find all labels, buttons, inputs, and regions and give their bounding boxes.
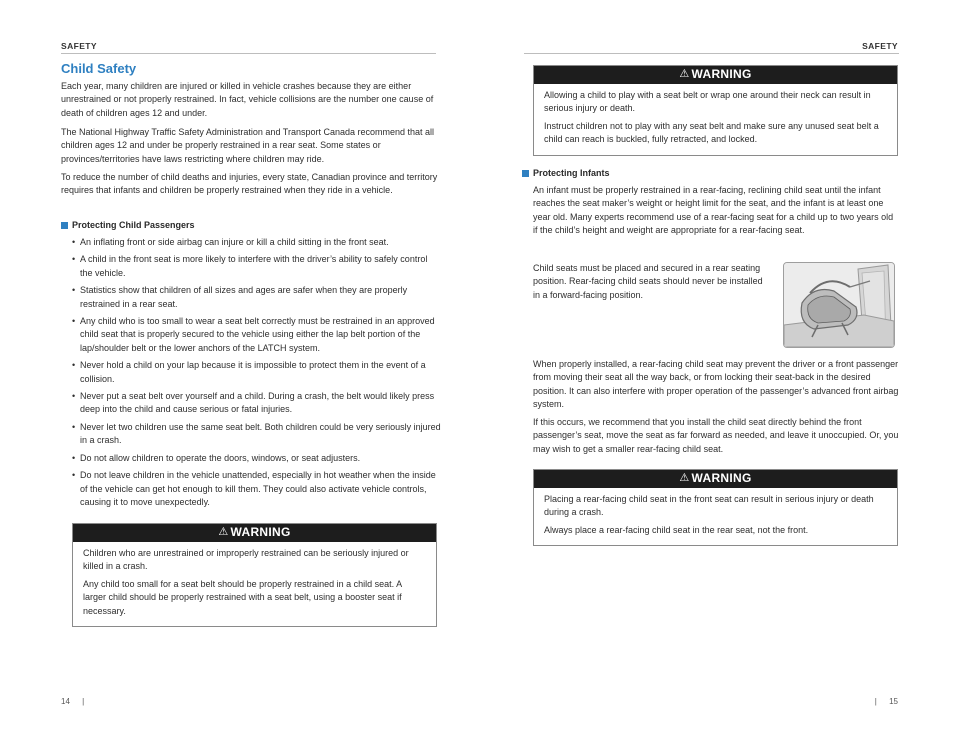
left-header: SAFETY — [61, 41, 97, 51]
warning-line: Instruct children not to play with any seat belt and make sure any unused seat belt a child can reach is buckled, fully retracted, and locked. — [544, 120, 879, 145]
warning-triangle-icon: ⚠ — [679, 472, 690, 485]
warning-line: Allowing a child to play with a seat belt or wrap one around their neck can result in serious injury or death. — [544, 90, 871, 114]
section-square-icon — [61, 222, 68, 229]
page-separator: | — [874, 697, 877, 706]
warning-line: Placing a rear-facing child seat in the front seat can result in serious injury or death during a crash. — [544, 494, 874, 518]
infant-paragraph-2: Child seats must be placed and secured in a rear seating position. Rear-facing child seats should never be installed in a forward-facing position. — [533, 263, 763, 300]
warning-label: WARNING — [230, 525, 291, 540]
warning-box-front-seat — [533, 469, 898, 546]
intro-paragraph-2: The National Highway Traffic Safety Administration and Transport Canada recommend that all children ages 12 and under be properly restrained in a rear seat. Some states or provinces/territories have laws restricting where children may ride. — [61, 127, 435, 164]
warning-header — [534, 470, 897, 488]
right-page-footer — [875, 697, 898, 706]
intro-paragraph-3: To reduce the number of child deaths and injuries, every state, Canadian province and territory requires that infants and children be properly restrained when they ride in a vehicle. — [61, 172, 438, 196]
list-item: • Do not allow children to operate the doors, windows, or seat adjusters. — [72, 452, 442, 465]
rear-facing-child-seat-illustration — [783, 262, 895, 348]
page-title: Child Safety — [61, 61, 137, 76]
section-heading-infants — [522, 168, 610, 178]
child-seat-drawing — [784, 263, 894, 347]
list-item: • Never let two children use the same seat belt. Both children could be very seriously injured in a crash. — [72, 421, 442, 448]
infant-paragraph-3: When properly installed, a rear-facing child seat may prevent the driver or a front passenger from moving their seat all the way back, or from locking their seat-back in the desired position. It can also interfere with proper operation of the passenger’s advanced front airbag system. — [533, 359, 899, 410]
warning-line: Always place a rear-facing child seat in the rear seat, not the front. — [544, 524, 809, 535]
list-item: • Statistics show that children of all sizes and ages are safer when they are properly restrained in a rear seat. — [72, 284, 442, 311]
warning-body — [73, 542, 436, 626]
list-item: • A child in the front seat is more likely to interfere with the driver’s ability to safely control the vehicle. — [72, 253, 442, 280]
intro-paragraph-1: Each year, many children are injured or killed in vehicle crashes because they are either unrestrained or not properly restrained. In fact, vehicle collisions are the number one cause of death of children ages 12 and under. — [61, 81, 434, 118]
list-item: • Never hold a child on your lap because it is impossible to protect them in the event of a collision. — [72, 359, 442, 386]
warning-box-child-restraint — [72, 523, 437, 627]
left-header-rule — [61, 53, 436, 54]
warning-triangle-icon: ⚠ — [218, 526, 229, 539]
right-page — [480, 0, 960, 750]
section-heading-text: Protecting Infants — [533, 168, 610, 178]
warning-label: WARNING — [691, 471, 752, 486]
infant-paragraph-4: If this occurs, we recommend that you install the child seat directly behind the front passenger’s seat, move the seat as far forward as needed, and leave it unoccupied. Or, you may wish to get a smaller rear-facing child seat. — [533, 417, 899, 454]
warning-line: Any child too small for a seat belt should be properly restrained in a child seat. A larger child should be properly restrained with a seat belt, using a booster seat if necessary. — [83, 578, 402, 616]
list-item: • Never put a seat belt over yourself and a child. During a crash, the belt would likely press deep into the child and cause serious or fatal injuries. — [72, 390, 442, 417]
list-item: • Do not leave children in the vehicle unattended, especially in hot weather when the inside of the vehicle can get hot enough to kill them. They could also activate vehicle controls, causing it to move unexpectedly. — [72, 469, 442, 509]
warning-header — [73, 524, 436, 542]
page-number: 15 — [889, 697, 898, 706]
warning-triangle-icon: ⚠ — [679, 68, 690, 81]
section-heading-child-passengers — [61, 220, 195, 230]
warning-line: Children who are unrestrained or improperly restrained can be seriously injured or killed in a crash. — [83, 548, 409, 572]
left-page-footer — [61, 697, 84, 706]
list-item: • Any child who is too small to wear a seat belt correctly must be restrained in an approved child seat that is properly secured to the vehicle using either the lap belt portion of the lap/shoulder belt or the lower anchors of the LATCH system. — [72, 315, 442, 355]
warning-label: WARNING — [691, 67, 752, 82]
warning-box-seat-belt-play — [533, 65, 898, 156]
section-square-icon — [522, 170, 529, 177]
warning-body — [534, 84, 897, 155]
warning-header — [534, 66, 897, 84]
section-heading-text: Protecting Child Passengers — [72, 220, 195, 230]
child-passenger-bullet-list — [72, 236, 442, 513]
right-header: SAFETY — [862, 41, 898, 51]
page-separator: | — [82, 697, 85, 706]
right-header-rule — [524, 53, 899, 54]
page-number: 14 — [61, 697, 70, 706]
warning-body — [534, 488, 897, 545]
list-item: • An inflating front or side airbag can injure or kill a child sitting in the front seat. — [72, 236, 442, 249]
infant-paragraph-1: An infant must be properly restrained in a rear-facing, reclining child seat until the infant reaches the seat maker’s weight or height limit for the seat, and the infant is at least one year old. Many experts recommend use of a rear-facing seat for a child up to two years old if the child’s height and weight are appropriate for a rear-facing seat. — [533, 185, 894, 236]
